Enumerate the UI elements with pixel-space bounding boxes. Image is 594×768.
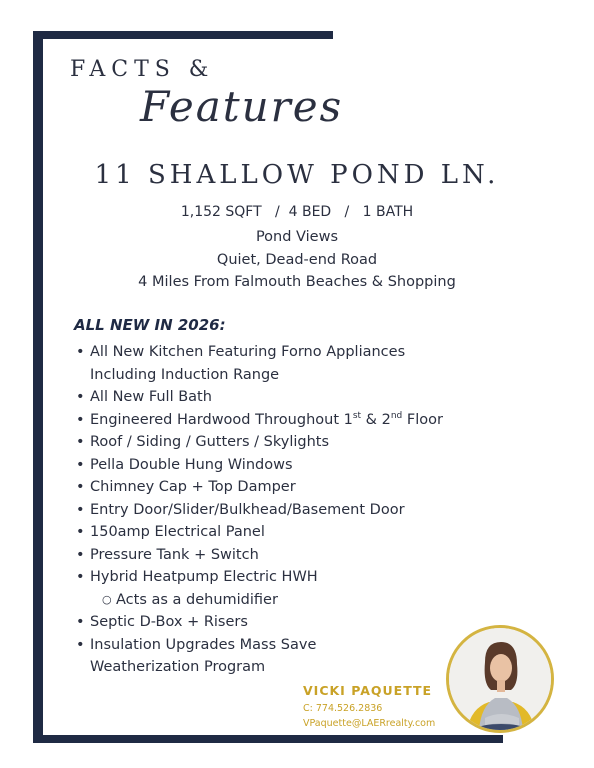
feature-item: • Roof / Siding / Gutters / Skylights [74,431,514,454]
bullet-icon: • [76,389,85,405]
feature-item: • Insulation Upgrades Mass Save [74,634,514,657]
bullet-icon: • [76,524,85,540]
property-address: 11 SHALLOW POND LN. [94,160,500,190]
bullet-icon: • [76,456,85,473]
property-highlights [0,226,594,294]
highlight-line: 4 Miles From Falmouth Beaches & Shopping [138,274,456,290]
frame-top-bar [33,31,333,39]
agent-photo [446,625,554,733]
feature-subitem: ○ Acts as a dehumidifier [74,589,514,612]
bullet-icon: • [76,546,85,563]
feature-item: • 150amp Electrical Panel [74,521,514,544]
facts-heading: FACTS & [70,57,215,82]
bullet-icon: • [76,501,85,518]
highlight-line: Pond Views [255,229,339,245]
bullet-icon: • [76,411,85,428]
feature-item: • Septic D-Box + Risers [74,611,514,634]
hollow-bullet-icon: ○ [102,592,112,606]
agent-name: VICKI PAQUETTE [303,683,433,698]
highlight-line: Quiet, Dead-end Road [216,251,378,268]
feature-list [74,341,514,679]
feature-item: • Pella Double Hung Windows [74,454,514,477]
agent-phone: C: 774.526.2836 [303,703,383,714]
feature-item-continuation: Weatherization Program [90,659,266,675]
section-title: ALL NEW IN 2026: [74,316,226,334]
feature-item: • All New Full Bath [74,386,514,409]
bullet-icon: • [76,614,85,630]
frame-bottom-bar [33,735,503,743]
property-stats: 1,152 SQFT / 4 BED / 1 BATH [180,204,414,220]
hardwood-text: Engineered Hardwood Throughout 1st & 2nd Floor [90,410,443,428]
feature-item: • Pressure Tank + Switch [74,544,514,567]
agent-email: VPaquette@LAERrealty.com [303,718,436,729]
feature-item: • Chimney Cap + Top Damper [74,476,514,499]
bullet-icon: • [76,569,85,585]
bullet-icon: • [76,636,85,653]
bullet-icon: • [76,434,85,450]
features-script-heading: Features [140,82,344,131]
feature-item-hardwood [74,409,514,432]
bullet-icon: • [76,344,85,360]
bullet-icon: • [76,479,85,495]
feature-item: • Hybrid Heatpump Electric HWH [74,566,514,589]
feature-item: • All New Kitchen Featuring Forno Appliances [74,341,514,364]
frame-left-bar [33,31,43,743]
feature-item: • Entry Door/Slider/Bulkhead/Basement Door [74,499,514,522]
feature-item-continuation: Including Induction Range [90,366,280,383]
agent-portrait-icon [449,628,551,730]
